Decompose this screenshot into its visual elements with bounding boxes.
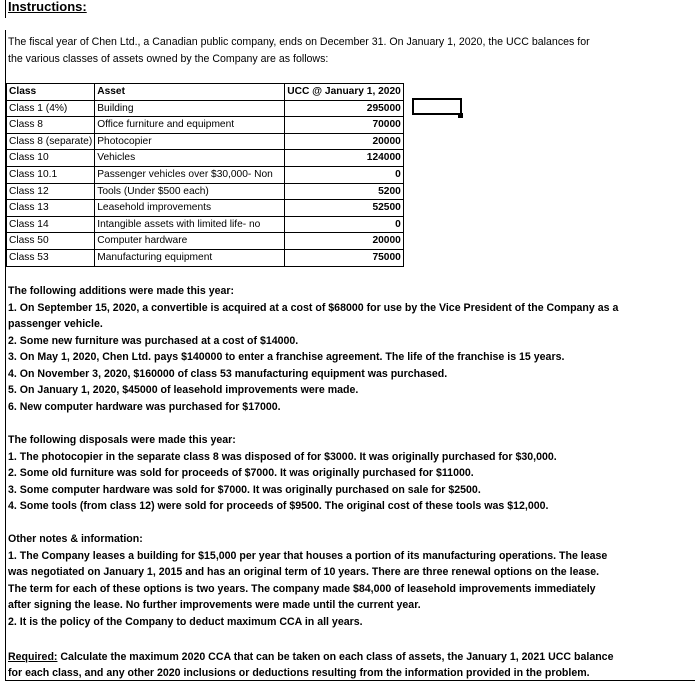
disposals-heading: The following disposals were made this year:: [8, 434, 236, 446]
table-row: [7, 183, 404, 200]
cell-asset[interactable]: Building: [95, 100, 285, 117]
other-notes-line: 2. It is the policy of the Company to deduct maximum CCA in all years.: [8, 615, 363, 628]
cell-class[interactable]: Class 10: [7, 150, 95, 167]
table-row: [7, 100, 404, 117]
additions-line: passenger vehicle.: [8, 318, 103, 330]
cell-ucc[interactable]: 0: [285, 216, 404, 233]
disposals-section: [8, 432, 668, 515]
cell-ucc[interactable]: 0: [285, 166, 404, 183]
table-row: [7, 200, 404, 217]
table-row: [7, 233, 404, 250]
cell-class[interactable]: Class 8 (separate): [7, 133, 95, 150]
required-line: for each class, and any other 2020 inclusions or deductions resulting from the information provided in the problem.: [8, 667, 590, 679]
other-notes-line: 1. The Company leases a building for $15,000 per year that houses a portion of its manufacturing operations. The lease: [8, 549, 608, 562]
cell-asset[interactable]: Manufacturing equipment: [95, 249, 285, 266]
instructions-title: Instructions:: [8, 0, 87, 14]
cell-ucc[interactable]: 124000: [285, 150, 404, 167]
additions-line: 5. On January 1, 2020, $45000 of leasehold improvements were made.: [8, 384, 359, 396]
additions-heading: The following additions were made this year:: [8, 285, 235, 297]
cell-asset[interactable]: Intangible assets with limited life- no: [95, 216, 285, 233]
additions-line: 3. On May 1, 2020, Chen Ltd. pays $140000 to enter a franchise agreement. The life of the franchise is 15 years.: [8, 351, 565, 363]
cell-asset[interactable]: Vehicles: [95, 150, 285, 167]
cell-ucc[interactable]: 20000: [285, 233, 404, 250]
additions-line: 6. New computer hardware was purchased for $17000.: [8, 400, 281, 413]
cell-asset[interactable]: Passenger vehicles over $30,000- Non: [95, 166, 285, 183]
additions-line: 4. On November 3, 2020, $160000 of class 53 manufacturing equipment was purchased.: [8, 367, 448, 380]
table-row: [7, 117, 404, 134]
cell-asset[interactable]: Computer hardware: [95, 233, 285, 250]
table-row: [7, 150, 404, 167]
additions-section: [8, 283, 668, 415]
disposals-line: 3. Some computer hardware was sold for $7000. It was originally purchased on sale for $2500.: [8, 483, 481, 496]
other-notes-heading: Other notes & information:: [8, 533, 143, 545]
cell-class[interactable]: Class 8: [7, 117, 95, 134]
table-row: [7, 166, 404, 183]
cell-asset[interactable]: Photocopier: [95, 133, 285, 150]
cell-class[interactable]: Class 50: [7, 233, 95, 250]
table-row: [7, 133, 404, 150]
table-row: [7, 249, 404, 266]
required-text: Calculate the maximum 2020 CCA that can be taken on each class of assets, the January 1, 2021 UCC balance: [57, 651, 614, 663]
ucc-balance-table: [6, 83, 404, 267]
cell-class[interactable]: Class 53: [7, 249, 95, 266]
required-label: Required:: [8, 651, 58, 663]
other-notes-line: after signing the lease. No further improvements were made until the current year.: [8, 599, 421, 611]
table-header-row: [7, 84, 404, 101]
intro-line: The fiscal year of Chen Ltd., a Canadian public company, ends on December 31. On January 1, 2020, the UCC balances for: [8, 36, 590, 48]
required-section: [8, 649, 613, 681]
cell-asset[interactable]: Leasehold improvements: [95, 200, 285, 217]
disposals-line: 2. Some old furniture was sold for proceeds of $7000. It was originally purchased for $11000.: [8, 467, 474, 479]
cell-ucc[interactable]: 5200: [285, 183, 404, 200]
cell-ucc[interactable]: 70000: [285, 117, 404, 134]
intro-paragraph: [8, 34, 668, 67]
cell-ucc[interactable]: 75000: [285, 249, 404, 266]
cell-class[interactable]: Class 13: [7, 200, 95, 217]
fill-handle[interactable]: [458, 113, 463, 118]
disposals-line: 1. The photocopier in the separate class 8 was disposed of for $3000. It was originally purchased for $30,000.: [8, 450, 557, 463]
additions-line: 1. On September 15, 2020, a convertible is acquired at a cost of $68000 for use by the Vice President of the Company as a: [8, 301, 619, 314]
header-ucc: UCC @ January 1, 2020: [285, 84, 404, 101]
cell-ucc[interactable]: 295000: [285, 100, 404, 117]
cell-class[interactable]: Class 10.1: [7, 166, 95, 183]
cell-asset[interactable]: Office furniture and equipment: [95, 117, 285, 134]
header-asset: Asset: [95, 84, 285, 101]
bottom-border-rule: [5, 680, 695, 681]
table-row: [7, 216, 404, 233]
other-notes-section: [8, 531, 668, 630]
disposals-line: 4. Some tools (from class 12) were sold for proceeds of $9500. The original cost of these tools was $12,000.: [8, 500, 549, 512]
intro-line: the various classes of assets owned by the Company are as follows:: [8, 52, 329, 65]
cell-class[interactable]: Class 12: [7, 183, 95, 200]
additions-line: 2. Some new furniture was purchased at a cost of $14000.: [8, 334, 299, 347]
left-border-rule: [5, 0, 6, 18]
required-line: [8, 649, 613, 665]
header-class: Class: [7, 84, 95, 101]
cell-ucc[interactable]: 52500: [285, 200, 404, 217]
cell-asset[interactable]: Tools (Under $500 each): [95, 183, 285, 200]
cell-ucc[interactable]: 20000: [285, 133, 404, 150]
other-notes-line: was negotiated on January 1, 2015 and has an original term of 10 years. There are three renewal options on the lease.: [8, 566, 600, 578]
cell-class[interactable]: Class 14: [7, 216, 95, 233]
other-notes-line: The term for each of these options is two years. The company made $84,000 of leasehold improvements immediately: [8, 582, 596, 595]
cell-class[interactable]: Class 1 (4%): [7, 100, 95, 117]
selected-cell-outline[interactable]: [412, 98, 462, 115]
